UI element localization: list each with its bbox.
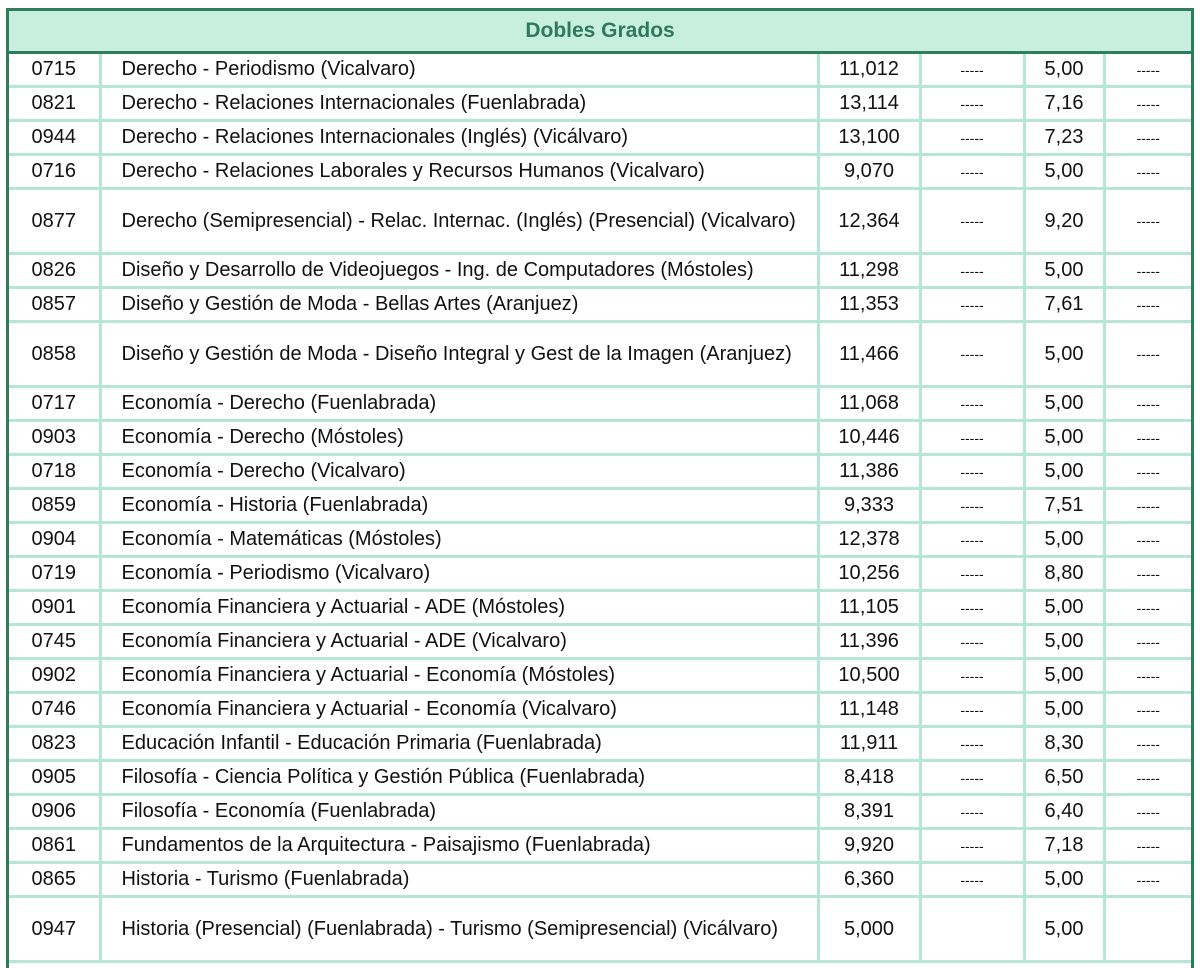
placeholder-cell: ----- (1104, 288, 1191, 322)
table-row (9, 591, 1191, 625)
min-score-cell: 7,23 (1024, 121, 1104, 155)
cutoff-score-cell: 11,298 (818, 254, 920, 288)
min-score-cell: 8,80 (1024, 557, 1104, 591)
placeholder-cell: ----- (1104, 254, 1191, 288)
table-row (9, 659, 1191, 693)
placeholder-cell: ----- (1104, 455, 1191, 489)
placeholder-cell: ----- (1104, 693, 1191, 727)
placeholder-cell: ----- (920, 53, 1024, 87)
cutoff-score-cell: 12,378 (818, 523, 920, 557)
min-score-cell: 6,50 (1024, 761, 1104, 795)
table-row (9, 761, 1191, 795)
cutoff-score-cell: 10,446 (818, 421, 920, 455)
placeholder-cell: ----- (920, 489, 1024, 523)
degree-name-cell: Economía - Derecho (Vicalvaro) (100, 455, 818, 489)
degree-name-cell: Fundamentos de la Arquitectura - Paisajismo (Fuenlabrada) (100, 829, 818, 863)
min-score-cell: 5,00 (1024, 863, 1104, 897)
min-score-cell: 5,00 (1024, 387, 1104, 421)
table-row (9, 557, 1191, 591)
degree-name-cell: Filosofía - Ciencia Política y Gestión Pública (Fuenlabrada) (100, 761, 818, 795)
degree-code-cell: 0947 (9, 897, 100, 962)
table-row (9, 189, 1191, 254)
degree-name-cell: Derecho - Relaciones Internacionales (Inglés) (Vicálvaro) (100, 121, 818, 155)
min-score-cell: 5,00 (1024, 254, 1104, 288)
table-row (9, 523, 1191, 557)
cutoff-score-cell: 6,360 (818, 863, 920, 897)
cutoff-score-cell: 9,920 (818, 829, 920, 863)
degree-code-cell: 0746 (9, 693, 100, 727)
placeholder-cell: ----- (1104, 557, 1191, 591)
degree-name-cell: Educación Infantil - Educación Primaria (Fuenlabrada) (100, 727, 818, 761)
table-row (9, 625, 1191, 659)
min-score-cell: 5,00 (1024, 897, 1104, 962)
min-score-cell: 5,00 (1024, 155, 1104, 189)
placeholder-cell: ----- (1104, 121, 1191, 155)
degree-name-cell: Filosofía - Economía (Fuenlabrada) (100, 795, 818, 829)
placeholder-cell: ----- (920, 421, 1024, 455)
cutoff-score-cell: 9,333 (818, 489, 920, 523)
placeholder-cell: ----- (920, 761, 1024, 795)
degree-code-cell: 0903 (9, 421, 100, 455)
placeholder-cell: ----- (1104, 727, 1191, 761)
table-row (9, 121, 1191, 155)
degree-code-cell: 0901 (9, 591, 100, 625)
placeholder-cell: ----- (920, 455, 1024, 489)
placeholder-cell: ----- (920, 727, 1024, 761)
table-row (9, 693, 1191, 727)
min-score-cell: 5,00 (1024, 421, 1104, 455)
cutoff-score-cell: 13,100 (818, 121, 920, 155)
degree-name-cell: Economía Financiera y Actuarial - ADE (Móstoles) (100, 591, 818, 625)
degree-code-cell: 0902 (9, 659, 100, 693)
table-row (9, 87, 1191, 121)
placeholder-cell: ----- (920, 523, 1024, 557)
placeholder-cell: ----- (1104, 387, 1191, 421)
table-row (9, 155, 1191, 189)
degree-code-cell: 0718 (9, 455, 100, 489)
degree-table (9, 11, 1191, 963)
degree-name-cell: Economía Financiera y Actuarial - Economía (Vicalvaro) (100, 693, 818, 727)
placeholder-cell: ----- (1104, 155, 1191, 189)
cutoff-score-cell: 10,256 (818, 557, 920, 591)
placeholder-cell: ----- (920, 189, 1024, 254)
placeholder-cell: ----- (920, 322, 1024, 387)
degree-name-cell: Economía - Historia (Fuenlabrada) (100, 489, 818, 523)
degree-code-cell: 0865 (9, 863, 100, 897)
placeholder-cell (920, 897, 1024, 962)
cutoff-score-cell: 10,500 (818, 659, 920, 693)
degree-name-cell: Economía - Matemáticas (Móstoles) (100, 523, 818, 557)
degree-code-cell: 0905 (9, 761, 100, 795)
cutoff-score-cell: 11,012 (818, 53, 920, 87)
min-score-cell: 5,00 (1024, 591, 1104, 625)
placeholder-cell: ----- (1104, 523, 1191, 557)
placeholder-cell: ----- (1104, 322, 1191, 387)
placeholder-cell (1104, 897, 1191, 962)
placeholder-cell: ----- (1104, 863, 1191, 897)
cutoff-score-cell: 13,114 (818, 87, 920, 121)
degree-name-cell: Derecho (Semipresencial) - Relac. Internac. (Inglés) (Presencial) (Vicalvaro) (100, 189, 818, 254)
degree-code-cell: 0715 (9, 53, 100, 87)
min-score-cell: 5,00 (1024, 322, 1104, 387)
table-row (9, 322, 1191, 387)
placeholder-cell: ----- (1104, 761, 1191, 795)
degree-code-cell: 0826 (9, 254, 100, 288)
degree-code-cell: 0745 (9, 625, 100, 659)
table-row (9, 489, 1191, 523)
placeholder-cell: ----- (1104, 591, 1191, 625)
degree-name-cell: Economía Financiera y Actuarial - ADE (Vicalvaro) (100, 625, 818, 659)
cutoff-score-cell: 11,396 (818, 625, 920, 659)
degree-code-cell: 0719 (9, 557, 100, 591)
degree-name-cell: Economía - Derecho (Móstoles) (100, 421, 818, 455)
cutoff-score-cell: 8,418 (818, 761, 920, 795)
cutoff-score-cell: 5,000 (818, 897, 920, 962)
degree-name-cell: Historia (Presencial) (Fuenlabrada) - Turismo (Semipresencial) (Vicálvaro) (100, 897, 818, 962)
placeholder-cell: ----- (920, 557, 1024, 591)
table-row (9, 421, 1191, 455)
table-row (9, 863, 1191, 897)
degree-code-cell: 0716 (9, 155, 100, 189)
degree-code-cell: 0821 (9, 87, 100, 121)
min-score-cell: 9,20 (1024, 189, 1104, 254)
placeholder-cell: ----- (920, 829, 1024, 863)
placeholder-cell: ----- (920, 155, 1024, 189)
min-score-cell: 5,00 (1024, 455, 1104, 489)
table-row (9, 53, 1191, 87)
cutoff-score-cell: 11,353 (818, 288, 920, 322)
min-score-cell: 6,40 (1024, 795, 1104, 829)
placeholder-cell: ----- (1104, 829, 1191, 863)
degree-code-cell: 0904 (9, 523, 100, 557)
placeholder-cell: ----- (920, 863, 1024, 897)
degree-name-cell: Economía - Derecho (Fuenlabrada) (100, 387, 818, 421)
table-row (9, 455, 1191, 489)
degree-code-cell: 0944 (9, 121, 100, 155)
placeholder-cell: ----- (920, 387, 1024, 421)
degree-name-cell: Historia - Turismo (Fuenlabrada) (100, 863, 818, 897)
table-row (9, 829, 1191, 863)
section-title: Dobles Grados (9, 11, 1191, 53)
placeholder-cell: ----- (1104, 489, 1191, 523)
placeholder-cell: ----- (920, 288, 1024, 322)
min-score-cell: 5,00 (1024, 523, 1104, 557)
placeholder-cell: ----- (920, 591, 1024, 625)
cutoff-score-cell: 12,364 (818, 189, 920, 254)
degree-code-cell: 0859 (9, 489, 100, 523)
degree-name-cell: Derecho - Periodismo (Vicalvaro) (100, 53, 818, 87)
degree-name-cell: Economía - Periodismo (Vicalvaro) (100, 557, 818, 591)
min-score-cell: 5,00 (1024, 53, 1104, 87)
cutoff-score-cell: 11,105 (818, 591, 920, 625)
cutoff-score-cell: 11,911 (818, 727, 920, 761)
cutoff-score-cell: 9,070 (818, 155, 920, 189)
min-score-cell: 5,00 (1024, 693, 1104, 727)
degree-name-cell: Economía Financiera y Actuarial - Economía (Móstoles) (100, 659, 818, 693)
placeholder-cell: ----- (920, 693, 1024, 727)
min-score-cell: 7,51 (1024, 489, 1104, 523)
cutoff-score-cell: 11,466 (818, 322, 920, 387)
placeholder-cell: ----- (920, 659, 1024, 693)
min-score-cell: 7,18 (1024, 829, 1104, 863)
placeholder-cell: ----- (1104, 421, 1191, 455)
placeholder-cell: ----- (1104, 87, 1191, 121)
placeholder-cell: ----- (1104, 625, 1191, 659)
cutoff-score-cell: 8,391 (818, 795, 920, 829)
table-row (9, 727, 1191, 761)
degree-code-cell: 0861 (9, 829, 100, 863)
degree-code-cell: 0823 (9, 727, 100, 761)
degree-name-cell: Derecho - Relaciones Laborales y Recursos Humanos (Vicalvaro) (100, 155, 818, 189)
degree-code-cell: 0906 (9, 795, 100, 829)
placeholder-cell: ----- (1104, 189, 1191, 254)
degree-name-cell: Derecho - Relaciones Internacionales (Fuenlabrada) (100, 87, 818, 121)
table-row (9, 288, 1191, 322)
placeholder-cell: ----- (1104, 659, 1191, 693)
min-score-cell: 5,00 (1024, 625, 1104, 659)
placeholder-cell: ----- (920, 625, 1024, 659)
min-score-cell: 8,30 (1024, 727, 1104, 761)
placeholder-cell: ----- (920, 254, 1024, 288)
degree-name-cell: Diseño y Gestión de Moda - Bellas Artes (Aranjuez) (100, 288, 818, 322)
cutoff-score-cell: 11,386 (818, 455, 920, 489)
min-score-cell: 7,16 (1024, 87, 1104, 121)
table-row (9, 387, 1191, 421)
table-row (9, 795, 1191, 829)
min-score-cell: 7,61 (1024, 288, 1104, 322)
placeholder-cell: ----- (1104, 795, 1191, 829)
placeholder-cell: ----- (920, 87, 1024, 121)
table-row (9, 254, 1191, 288)
placeholder-cell: ----- (920, 121, 1024, 155)
placeholder-cell: ----- (1104, 53, 1191, 87)
cutoff-score-cell: 11,068 (818, 387, 920, 421)
placeholder-cell: ----- (920, 795, 1024, 829)
degree-code-cell: 0857 (9, 288, 100, 322)
degree-name-cell: Diseño y Desarrollo de Videojuegos - Ing. de Computadores (Móstoles) (100, 254, 818, 288)
degree-code-cell: 0717 (9, 387, 100, 421)
degree-code-cell: 0877 (9, 189, 100, 254)
degree-name-cell: Diseño y Gestión de Moda - Diseño Integral y Gest de la Imagen (Aranjuez) (100, 322, 818, 387)
min-score-cell: 5,00 (1024, 659, 1104, 693)
degree-code-cell: 0858 (9, 322, 100, 387)
degree-table-frame (6, 8, 1194, 968)
table-row (9, 897, 1191, 962)
cutoff-score-cell: 11,148 (818, 693, 920, 727)
section-title-row (9, 11, 1191, 53)
